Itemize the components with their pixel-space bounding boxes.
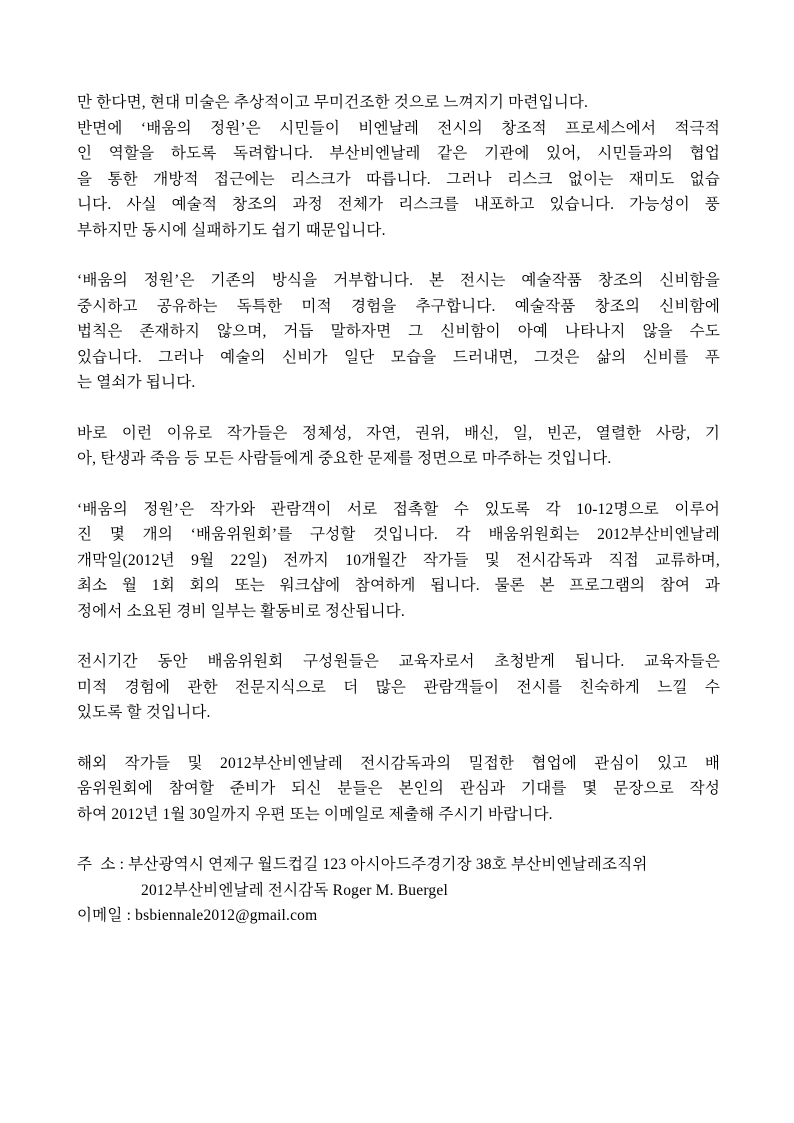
address-line: 2012부산비엔날레 전시감독 Roger M. Buergel [141, 881, 448, 899]
paragraph-line: 개막일(2012년 9월 22일) 전까지 10개월간 작가들 및 전시감독과 직접 교류하며, [77, 551, 720, 569]
email-line: 이메일 : bsbiennale2012@gmail.com [77, 907, 318, 924]
paragraph-line: 있습니다. 그러나 예술의 신비가 일단 모습을 드러내면, 그것은 삶의 신비를 푸 [77, 348, 720, 366]
paragraph-line: 법칙은 존재하지 않으며, 거듭 말하자면 그 신비함이 아예 나타나지 않을 수도 [77, 323, 720, 340]
paragraph-line: 있도록 할 것입니다. [77, 704, 211, 721]
paragraph-line: 반면에 ‘배움의 정원’은 시민들이 비엔날레 전시의 창조적 프로세스에서 적극적 [77, 119, 720, 137]
paragraph-line: 정에서 소요된 경비 일부는 활동비로 정산됩니다. [77, 602, 405, 620]
paragraph-line: 인 역할을 하도록 독려합니다. 부산비엔날레 같은 기관에 있어, 시민들과의 협업 [77, 145, 720, 162]
paragraph-line: 최소 월 1회 회의 또는 워크샵에 참여하게 됩니다. 물론 본 프로그램의 참여 과 [77, 577, 720, 594]
paragraph-line: 는 열쇠가 됩니다. [77, 374, 196, 391]
paragraph [77, 90, 720, 116]
paragraph-line: 니다. 사실 예술적 창조의 과정 전체가 리스크를 내포하고 있습니다. 가능성이 풍 [77, 196, 720, 213]
paragraph [77, 751, 720, 828]
paragraph-line: 바로 이런 이유로 작가들은 정체성, 자연, 권위, 배신, 일, 빈곤, 열렬한 사랑, 기 [77, 424, 720, 442]
paragraph [77, 497, 720, 625]
paragraph-line: 진 몇 개의 ‘배움위원회’를 구성할 것입니다. 각 배움위원회는 2012부산비엔날레 [77, 526, 720, 543]
paragraph [77, 421, 720, 472]
paragraph-line: 부하지만 동시에 실패하기도 쉽기 때문입니다. [77, 221, 386, 239]
paragraph-line: 중시하고 공유하는 독특한 미적 경험을 추구합니다. 예술작품 창조의 신비함에 [77, 297, 720, 315]
paragraph [77, 649, 720, 726]
paragraph-line: 을 통한 개방적 접근에는 리스크가 따릅니다. 그러나 리스크 없이는 재미도 없습 [77, 170, 720, 188]
paragraph-line: 아, 탄생과 죽음 등 모든 사람들에게 중요한 문제를 정면으로 마주하는 것입니다. [77, 450, 612, 467]
paragraph-line: 만 한다면, 현대 미술은 추상적이고 무미건조한 것으로 느껴지기 마련입니다. [77, 94, 589, 111]
paragraph-line: 움위원회에 참여할 준비가 되신 분들은 본인의 관심과 기대를 몇 문장으로 작성 [77, 780, 720, 797]
paragraph-line: 해외 작가들 및 2012부산비엔날레 전시감독과의 밀접한 협업에 관심이 있고 배 [77, 754, 720, 772]
paragraph [77, 268, 720, 396]
paragraph-line: ‘배움의 정원’은 기존의 방식을 거부합니다. 본 전시는 예술작품 창조의 신비함을 [77, 272, 720, 289]
document-body [77, 90, 720, 929]
paragraph [77, 116, 720, 244]
paragraph-line: 전시기간 동안 배움위원회 구성원들은 교육자로서 초청받게 됩니다. 교육자들은 [77, 653, 720, 670]
address-block [77, 852, 720, 929]
paragraph-line: ‘배움의 정원’은 작가와 관람객이 서로 접촉할 수 있도록 각 10-12명으로 이루어 [77, 500, 720, 518]
paragraph-line: 미적 경험에 관한 전문지식으로 더 많은 관람객들이 전시를 친숙하게 느낄 수 [77, 678, 720, 696]
address-line: 주 소 : 부산광역시 연제구 월드컵길 123 아시아드주경기장 38호 부산비엔날레조직위 [77, 856, 648, 873]
paragraph-line: 하여 2012년 1월 30일까지 우편 또는 이메일로 제출해 주시기 바랍니다. [77, 805, 553, 823]
